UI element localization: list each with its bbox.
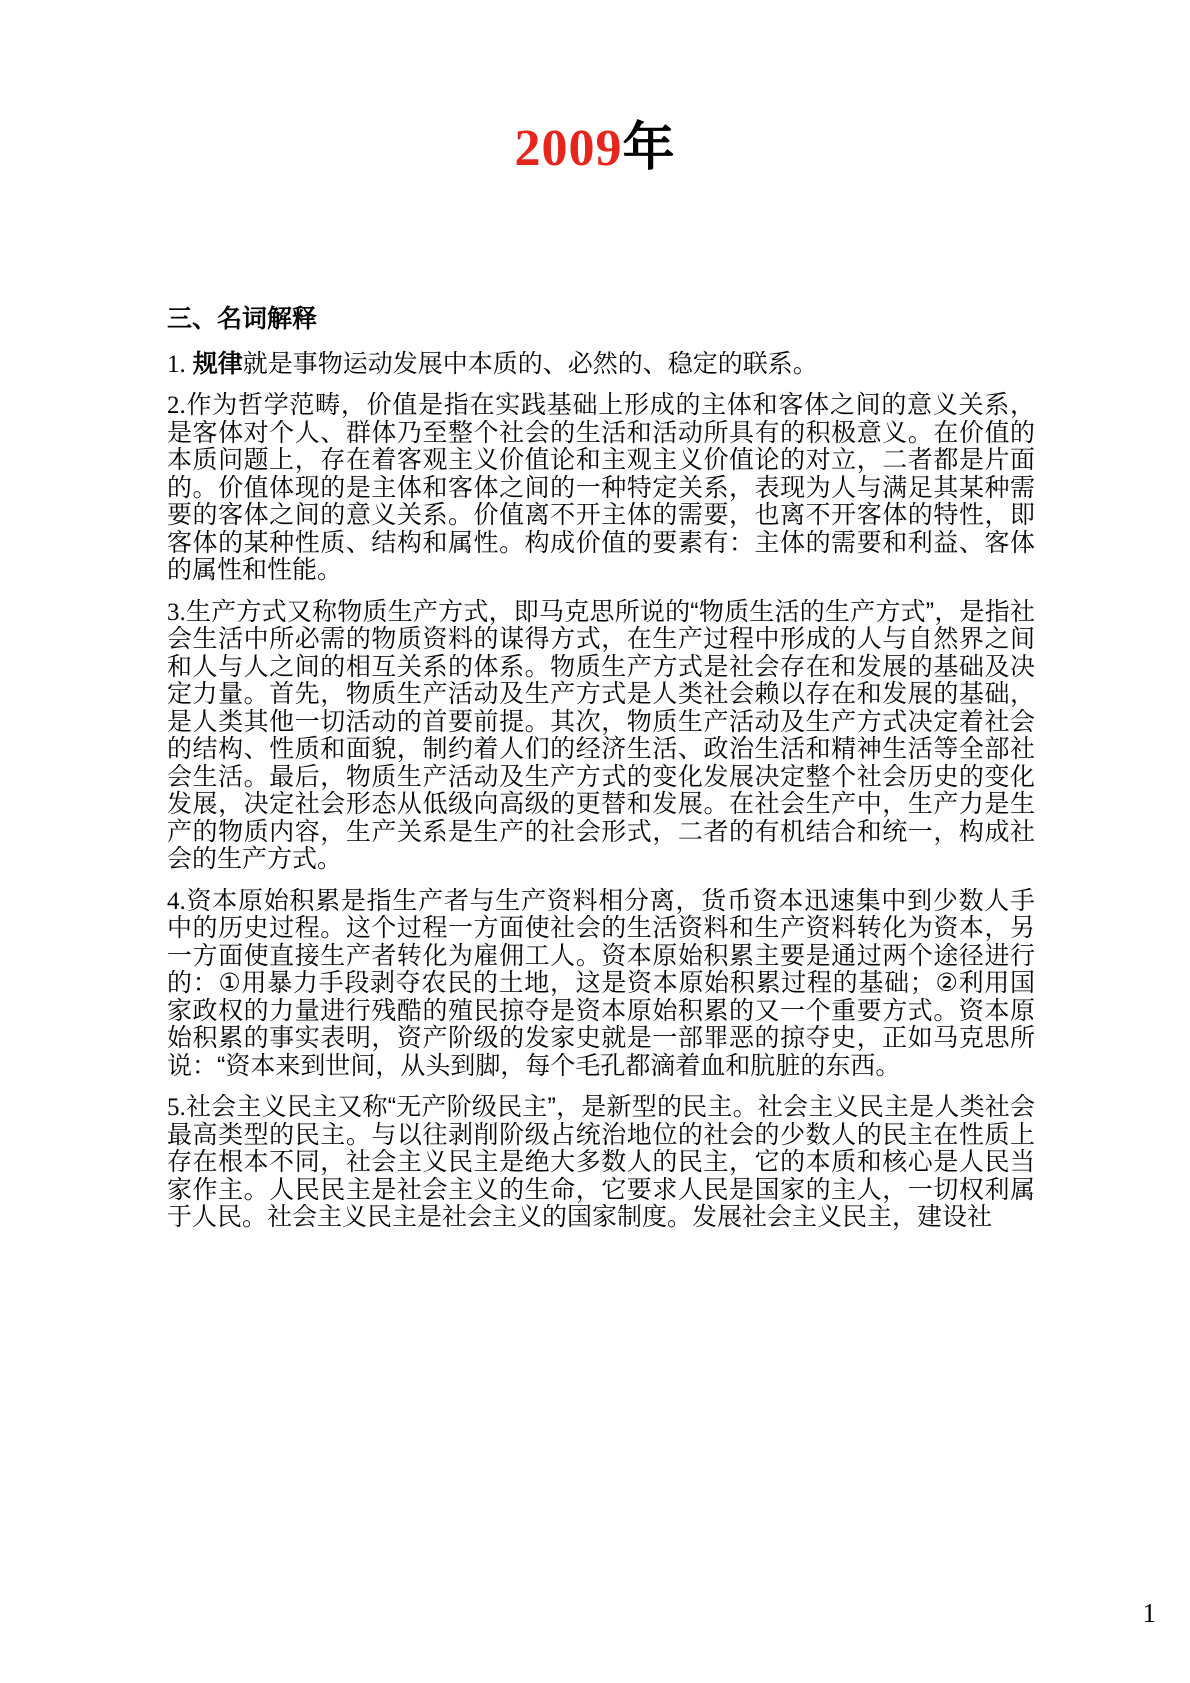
document-body xyxy=(167,306,1035,1246)
title-year-suffix: 年 xyxy=(622,119,676,177)
item-number: 1. xyxy=(167,350,186,378)
item-text: 资本原始积累是指生产者与生产资料相分离，货币资本迅速集中到少数人手中的历史过程。这个过程一方面使社会的生活资料和生产资料转化为资本，另一方面使直接生产者转化为雇佣工人。资本原始积累主要是通过两个途径进行的：①用暴力手段剥夺农民的土地，这是资本原始积累过程的基础；②利用国家政权的力量进行残酷的殖民掠夺是资本原始积累的又一个重要方式。资本原始积累的事实表明，资产阶级的发家史就是一部罪恶的掠夺史，正如马克思所说：“资本来到世间，从头到脚，每个毛孔都滴着血和肮脏的东西。 xyxy=(167,886,1035,1080)
item-number: 3. xyxy=(167,598,186,626)
item-number: 4. xyxy=(167,887,186,915)
definition-item-5 xyxy=(167,1094,1035,1232)
definition-item-1 xyxy=(167,351,1035,379)
definition-item-3 xyxy=(167,599,1035,874)
item-text: 生产方式又称物质生产方式，即马克思所说的“物质生活的生产方式”，是指社会生活中所必需的物质资料的谋得方式，在生产过程中形成的人与自然界之间和人与人之间的相互关系的体系。物质生产方式是社会存在和发展的基础及决定力量。首先，物质生产活动及生产方式是人类社会赖以存在和发展的基础，是人类其他一切活动的首要前提。其次，物质生产活动及生产方式决定着社会的结构、性质和面貌，制约着人们的经济生活、政治生活和精神生活等全部社会生活。最后，物质生产活动及生产方式的变化发展决定整个社会历史的变化发展，决定社会形态从低级向高级的更替和发展。在社会生产中，生产力是生产的物质内容，生产关系是生产的社会形式，二者的有机结合和统一，构成社会的生产方式。 xyxy=(167,597,1035,873)
definition-item-4 xyxy=(167,888,1035,1081)
section-heading: 三、名词解释 xyxy=(167,305,318,333)
page-title xyxy=(0,118,1190,179)
page-number: 1 xyxy=(1142,1598,1156,1628)
item-text: 就是事物运动发展中本质的、必然的、稳定的联系。 xyxy=(242,349,818,378)
item-number: 5. xyxy=(167,1094,186,1121)
definition-item-2 xyxy=(167,392,1035,585)
item-text: 作为哲学范畴，价值是指在实践基础上形成的主体和客体之间的意义关系，是客体对个人、群体乃至整个社会的生活和活动所具有的积极意义。在价值的本质问题上，存在着客观主义价值论和主观主义价值论的对立，二者都是片面的。价值体现的是主体和客体之间的一种特定关系，表现为人与满足其某种需要的客体之间的意义关系。价值离不开主体的需要，也离不开客体的特性，即客体的某种性质、结构和属性。构成价值的要素有：主体的需要和利益、客体的属性和性能。 xyxy=(167,391,1035,584)
item-term: 规律 xyxy=(192,349,243,378)
item-text: 社会主义民主又称“无产阶级民主”，是新型的民主。社会主义民主是人类社会最高类型的民主。与以往剥削阶级占统治地位的社会的少数人的民主在性质上存在根本不同，社会主义民主是绝大多数人的民主，它的本质和核心是人民当家作主。人民民主是社会主义的生命，它要求人民是国家的主人，一切权利属于人民。社会主义民主是社会主义的国家制度。发展社会主义民主，建设社 xyxy=(167,1093,1035,1231)
title-year: 2009 xyxy=(514,120,623,177)
item-number: 2. xyxy=(167,392,186,419)
